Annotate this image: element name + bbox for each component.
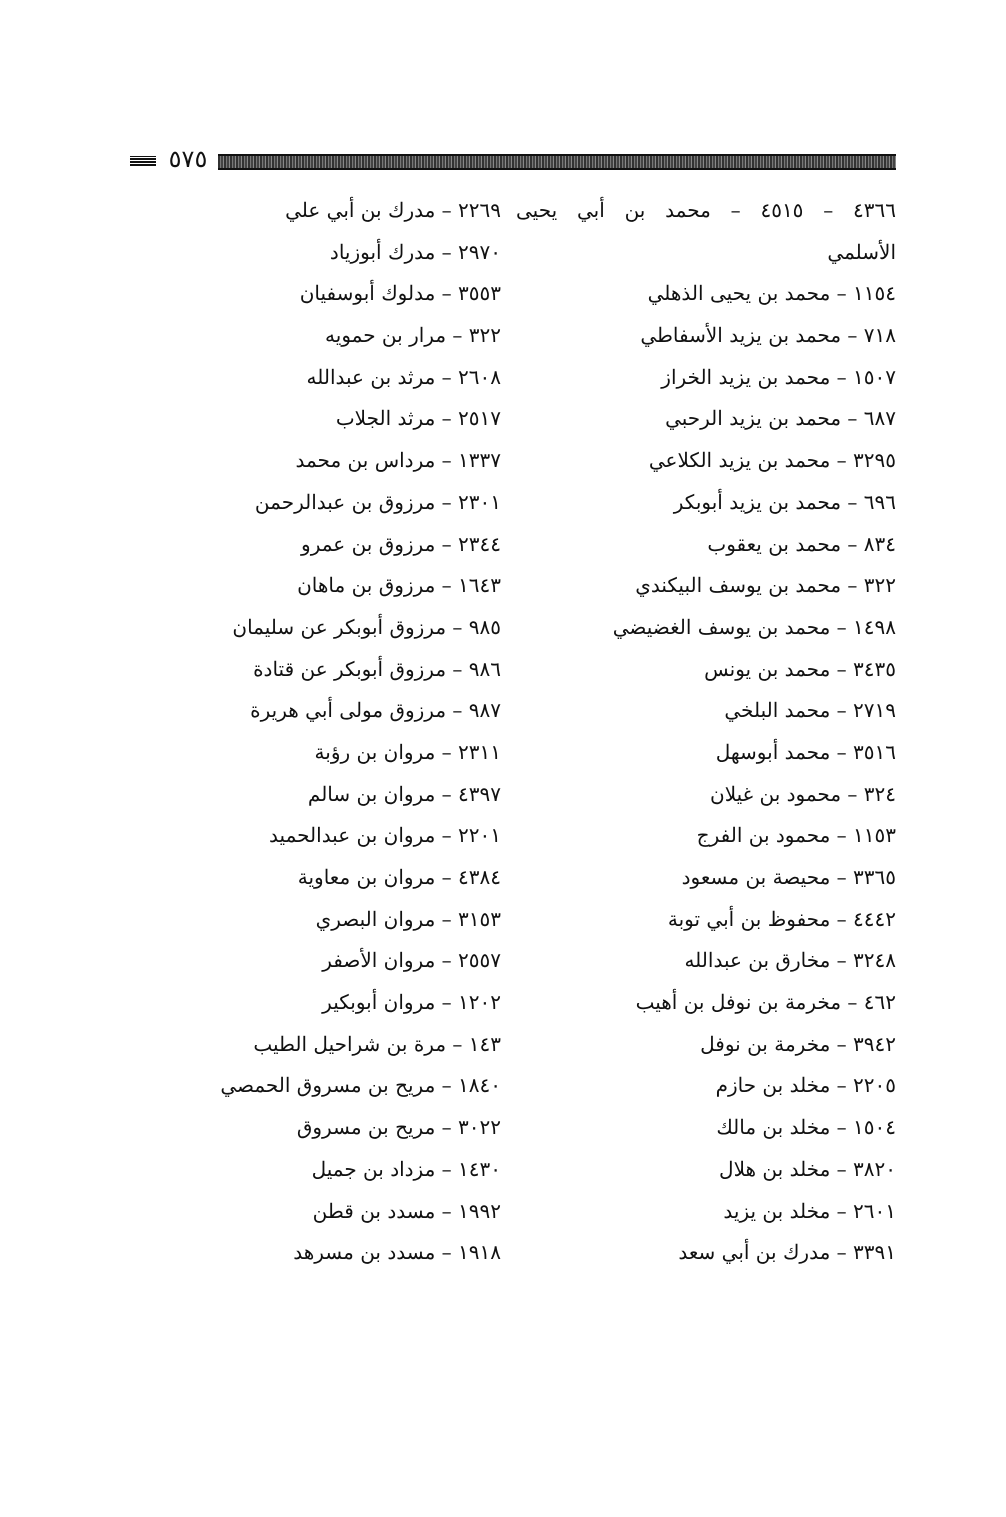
index-entry: ٢٢٦٩ – مدرك بن أبي علي <box>285 198 501 222</box>
index-entry: ٤٤٤٢ – محفوظ بن أبي توبة <box>667 906 896 931</box>
index-entry: ٢٢٠٥ – مخلد بن حازم <box>715 1073 896 1098</box>
index-entry: ٢٥٥٧ – مروان الأصفر <box>322 948 501 973</box>
index-entry: ٢٣٠١ – مرزوق بن عبدالرحمن <box>254 489 501 514</box>
index-entry: ٣٣٦٥ – محيصة بن مسعود <box>681 865 896 889</box>
index-entry: ٣٢٤ – محمود بن غيلان <box>710 781 896 806</box>
index-entry: ١٢٠٢ – مروان أبوبكير <box>322 990 501 1015</box>
index-entry: ٣٨٢٠ – مخلد بن هلال <box>719 1156 896 1181</box>
index-entry: ٤٦٢ – مخرمة بن نوفل بن أهيب <box>635 990 896 1015</box>
index-entry: ٣٩٤٢ – مخرمة بن نوفل <box>700 1031 896 1056</box>
index-entry: ١٩١٨ – مسدد بن مسرهد <box>293 1240 501 1265</box>
index-entry: ١٥٠٤ – مخلد بن مالك <box>716 1115 896 1140</box>
index-entry: ١٤٣٠ – مزداد بن جميل <box>311 1156 501 1181</box>
index-entry: ١٣٣٧ – مرداس بن محمد <box>295 448 501 473</box>
index-entry: ١٥٠٧ – محمد بن يزيد الخراز <box>661 364 896 389</box>
header-ornament <box>130 156 156 166</box>
index-entry: ٣٤٣٥ – محمد بن يونس <box>704 656 896 681</box>
index-entry: ١٤٣ – مرة بن شراحيل الطيب <box>253 1031 501 1056</box>
index-entry: ١٤٩٨ – محمد بن يوسف الغضيضي <box>612 614 896 639</box>
index-entry: ٢٣٤٤ – مرزوق بن عمرو <box>301 531 501 556</box>
index-entry: ٤٣٨٤ – مروان بن معاوية <box>297 865 501 889</box>
index-entry: ٣١٥٣ – مروان البصري <box>315 906 501 931</box>
index-entry: ٢٢٠١ – مروان بن عبدالحميد <box>269 823 501 848</box>
index-entry: ٢٦٠٨ – مرثد بن عبدالله <box>306 364 501 389</box>
page-header <box>130 145 896 173</box>
page-number: ٥٧٥ <box>168 145 208 173</box>
index-entry: ٢٧١٩ – محمد البلخي <box>724 698 896 723</box>
index-entry: ١٦٤٣ – مرزوق بن ماهان <box>297 573 501 598</box>
index-entry: ٩٨٦ – مرزوق أبوبكر عن قتادة <box>253 656 501 681</box>
index-entry: ٢٦٠١ – مخلد بن يزيد <box>723 1198 896 1223</box>
index-entry: ٩٨٥ – مرزوق أبوبكر عن سليمان <box>232 614 501 639</box>
index-entry: ٣٥٥٣ – مدلوك أبوسفيان <box>299 281 501 306</box>
index-entry: ٢٥١٧ – مرثد الجلاب <box>335 406 501 431</box>
index-entry: ٣٢٤٨ – مخارق بن عبدالله <box>684 948 896 973</box>
right-column <box>516 190 896 1274</box>
index-entry: ٩٨٧ – مرزوق مولى أبي هريرة <box>250 698 501 723</box>
index-entry: ٤٣٩٧ – مروان بن سالم <box>307 781 501 806</box>
index-entry: ٣٣٩١ – مدرك بن أبي سعد <box>678 1240 896 1265</box>
index-entry: ٧١٨ – محمد بن يزيد الأسفاطي <box>640 323 896 348</box>
index-entry: ٣٢٢ – مرار بن حمويه <box>325 323 501 348</box>
index-entry: ٣٢٩٥ – محمد بن يزيد الكلاعي <box>648 448 896 473</box>
index-entry: ١٩٩٢ – مسدد بن قطن <box>312 1198 501 1223</box>
header-rule <box>218 154 896 170</box>
index-entry: ٢٩٧٠ – مدرك أبوزياد <box>329 239 501 264</box>
left-column <box>211 190 501 1274</box>
index-entry: ١١٥٣ – محمود بن الفرج <box>696 823 896 848</box>
index-entry: ٦٨٧ – محمد بن يزيد الرحبي <box>665 406 896 431</box>
index-entry: ١٨٤٠ – مريح بن مسروق الحمصي <box>220 1073 501 1098</box>
index-entry-continuation: الأسلمي <box>827 239 896 264</box>
index-entry: ٣٠٢٢ – مريح بن مسروق <box>296 1115 501 1140</box>
index-entry: ١١٥٤ – محمد بن يحيى الذهلي <box>647 281 896 306</box>
index-entry: ٣٢٢ – محمد بن يوسف البيكندي <box>635 573 896 598</box>
index-entry: ٤٣٦٦ – ٤٥١٥ – محمد بن أبي يحيى <box>516 198 896 222</box>
index-entry: ٦٩٦ – محمد بن يزيد أبوبكر <box>673 489 896 514</box>
index-entry: ٨٣٤ – محمد بن يعقوب <box>707 531 896 556</box>
index-entry: ٣٥١٦ – محمد أبوسهل <box>715 739 896 764</box>
index-entry: ٢٣١١ – مروان بن رؤبة <box>314 739 501 764</box>
